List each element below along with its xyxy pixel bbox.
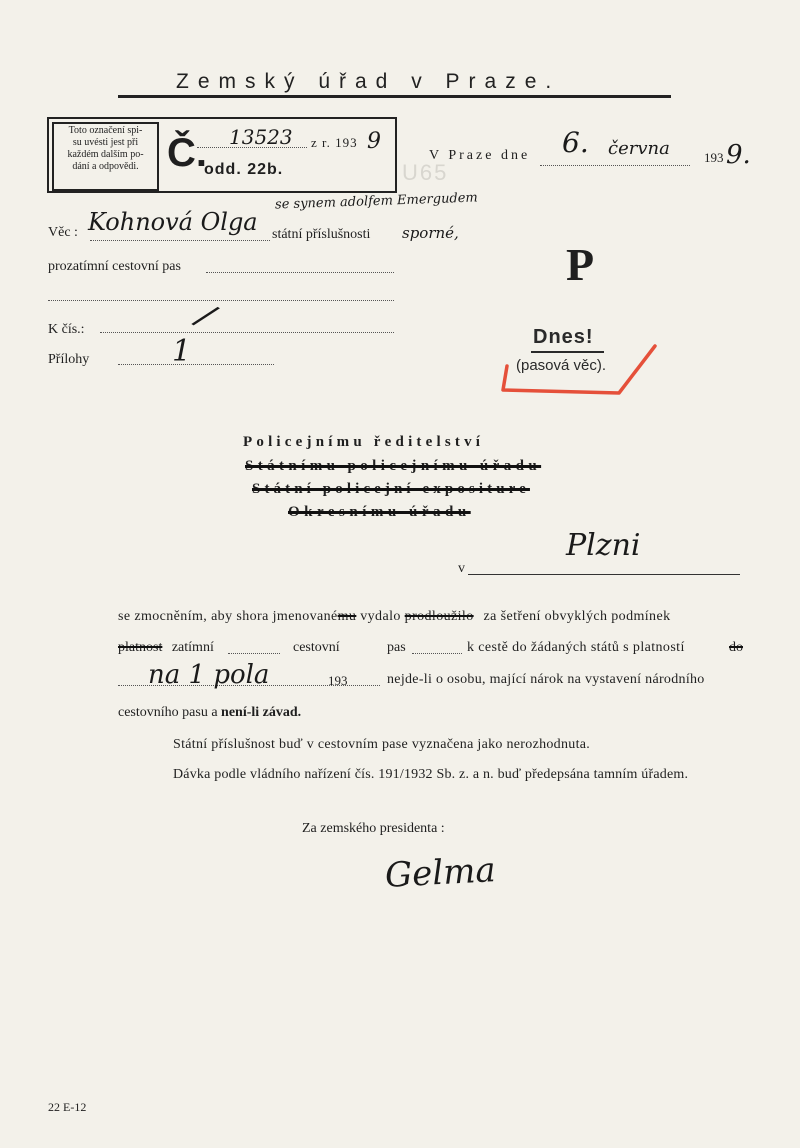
note-line: Toto označení spi- [68, 125, 143, 136]
subject-extra: se synem adolfem Emergudem [274, 190, 479, 213]
recipient-struck: Státní policejní expositure [252, 481, 530, 497]
date-year-prefix: 193 [704, 150, 724, 165]
k-cis-label: K čís.: [48, 322, 85, 337]
note-line: su uvésti jest při [72, 137, 139, 148]
recipient-struck: Státnímu policejnímu úřadu [245, 458, 542, 474]
body-text: k cestě do žádaných států s platností [467, 640, 685, 655]
place-v-label: v [458, 561, 465, 576]
file-letter: Č. [167, 131, 207, 175]
nationality-label: státní příslušnosti [272, 227, 371, 242]
body-line-1 [118, 609, 670, 625]
date-prefix: V Praze dne [429, 148, 531, 163]
file-year-prefix: z r. 193 [311, 135, 358, 150]
date-month: června [608, 138, 670, 159]
body-text: vydalo [360, 609, 401, 624]
file-dept: odd. 22b. [204, 161, 284, 178]
place-value: Plzni [566, 528, 641, 563]
recipient-active: Policejnímu ředitelství [243, 434, 485, 450]
body-text: nejde-li o osobu, mající nárok na vystavení národního [387, 672, 705, 687]
place-line [468, 574, 740, 575]
body-bold: není-li závad. [221, 705, 302, 720]
urgent-title: Dnes! [533, 326, 594, 348]
date-year-suffix: 9. [726, 140, 751, 170]
faint-stamp: U65 [402, 160, 449, 185]
body-text: pas [387, 640, 406, 655]
red-checkmark-icon [495, 338, 665, 400]
note-box [52, 122, 159, 191]
body-text: za šetření obvyklých podmínek [483, 609, 671, 624]
body-text: 193 [328, 673, 348, 688]
body-struck: prodloužilo [404, 609, 474, 624]
signature: Gelma [384, 850, 497, 896]
nationality-value: sporné, [402, 224, 459, 242]
file-number: 13523 [229, 125, 293, 149]
body-line-6: Dávka podle vládního nařízení čís. 191/1932 Sb. z. a n. buď předepsána tamním úřadem. [173, 767, 689, 782]
prilohy-value: 1 [172, 334, 192, 369]
body-line-5: Státní příslušnost buď v cestovním pase vyznačena jako nerozhodnuta. [173, 737, 591, 752]
k-cis-value: / [190, 295, 221, 337]
date-day: 6. [562, 126, 589, 159]
prilohy-label: Přílohy [48, 352, 90, 367]
office-title: Zemský úřad v Praze. [176, 70, 561, 93]
recipient-struck: Okresnímu úřadu [288, 504, 471, 520]
file-year-suffix: 9 [367, 129, 381, 154]
body-text: se zmocněním, aby shora jmenované [118, 609, 338, 624]
body-struck: platnost [118, 640, 163, 655]
form-code: 22 E-12 [48, 1100, 87, 1114]
urgent-subtitle: (pasová věc). [516, 357, 607, 374]
body-struck: do [729, 640, 743, 655]
subject-name: Kohnová Olga [88, 208, 258, 236]
validity-handwritten: na 1 pola [148, 660, 270, 690]
body-text: cestovní [293, 640, 340, 655]
signature-label: Za zemského presidenta : [302, 821, 445, 836]
reference-box [47, 117, 397, 193]
header-rule [118, 95, 671, 98]
body-line-4 [118, 705, 301, 721]
body-text: cestovního pasu a [118, 705, 218, 720]
body-struck: mu [337, 609, 357, 624]
body-text: zatímní [171, 640, 214, 655]
stamp-p: P [566, 239, 595, 290]
note-line: každém dalším po- [67, 149, 144, 160]
passport-label: prozatímní cestovní pas [48, 259, 181, 274]
subject-label: Věc : [48, 225, 78, 240]
note-line: dání a odpovědi. [72, 161, 139, 172]
